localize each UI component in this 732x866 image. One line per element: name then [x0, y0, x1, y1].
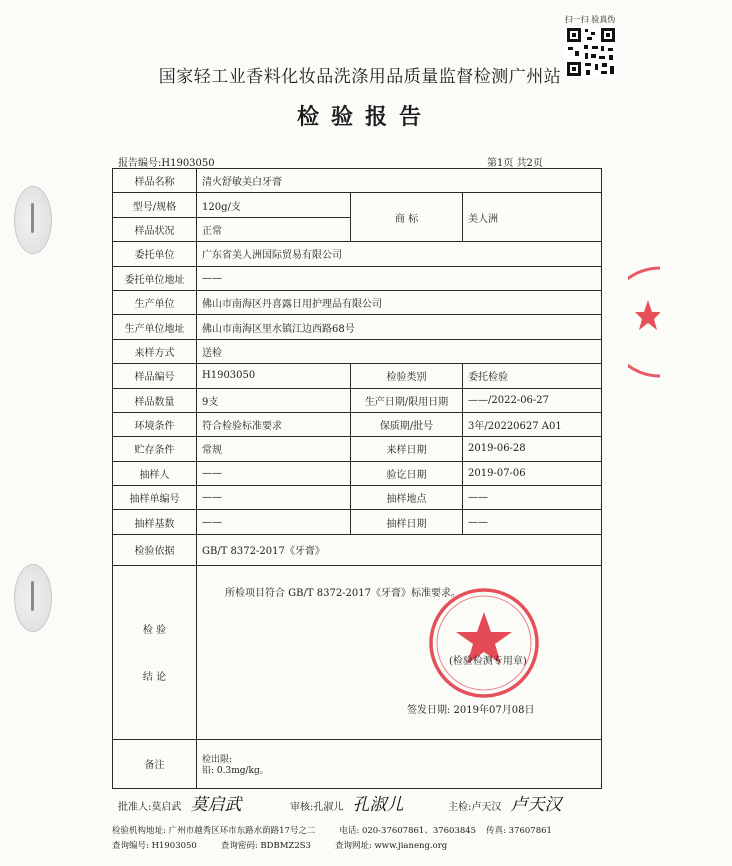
table-row — [113, 739, 602, 788]
table-row — [113, 534, 602, 565]
label-basis: 检验依据 — [113, 534, 197, 565]
table-row — [113, 315, 602, 339]
label-remarks: 备注 — [113, 739, 197, 788]
value-quantity: 9支 — [197, 388, 351, 412]
issue-date: 签发日期: 2019年07月08日 — [407, 704, 535, 716]
table-row — [113, 193, 602, 217]
label-producer: 生产单位 — [113, 290, 197, 314]
binder-ring-icon — [14, 186, 52, 254]
value-completion-date: 2019-07-06 — [463, 461, 602, 485]
label-received-date: 来样日期 — [351, 437, 463, 461]
table-row — [113, 339, 602, 363]
value-test-type: 委托检验 — [463, 364, 602, 388]
label-sample-no: 样品编号 — [113, 364, 197, 388]
approver-signature — [118, 790, 242, 815]
value-basis: GB/T 8372-2017《牙膏》 — [197, 534, 602, 565]
value-sampling-base: —— — [197, 510, 351, 534]
report-title: 检验报告 — [296, 104, 433, 130]
remarks-cell — [197, 739, 602, 788]
value-sampler: —— — [197, 461, 351, 485]
label-model: 型号/规格 — [113, 193, 197, 217]
qr-caption: 扫一扫 验真伪 — [564, 15, 616, 24]
value-sample-no: H1903050 — [197, 364, 351, 388]
footer-line-1 — [112, 824, 552, 836]
value-shelf-life: 3年/20220627 A01 — [463, 412, 602, 436]
value-sample-name: 清火舒敏美白牙膏 — [197, 169, 602, 193]
label-quantity: 样品数量 — [113, 388, 197, 412]
reviewer-signature — [290, 790, 404, 815]
footer-query-no: 查询编号: H1903050 — [112, 841, 197, 851]
reviewer-handwriting: 孔淑儿 — [352, 795, 404, 815]
value-production-date: ——/2022-06-27 — [463, 388, 602, 412]
label-production-date: 生产日期/限用日期 — [351, 388, 463, 412]
page-edge-seal-icon — [628, 262, 660, 382]
table-row — [113, 266, 602, 290]
conclusion-text: 所检项目符合 GB/T 8372-2017《牙膏》标准要求。 — [225, 587, 462, 599]
footer-phone: 电话: 020-37607861、37603845 — [339, 826, 477, 836]
label-sampling-date: 抽样日期 — [351, 510, 463, 534]
official-seal-icon — [427, 586, 541, 700]
label-brand: 商 标 — [351, 193, 463, 242]
label-sampler: 抽样人 — [113, 461, 197, 485]
value-model: 120g/支 — [197, 193, 351, 217]
seal-caption: (检验检测专用章) — [449, 655, 527, 667]
footer-fax: 传真: 37607861 — [486, 826, 552, 836]
table-row — [113, 290, 602, 314]
report-number: 报告编号:H1903050 — [118, 158, 215, 169]
footer-address: 检验机构地址: 广州市越秀区环市东路水荫路17号之二 — [112, 826, 316, 836]
label-test-type: 检验类别 — [351, 364, 463, 388]
label-client: 委托单位 — [113, 242, 197, 266]
table-row — [113, 437, 602, 461]
footer-line-2 — [112, 839, 447, 851]
approver-handwriting: 莫启武 — [190, 795, 242, 815]
value-sampling-date: —— — [463, 510, 602, 534]
conclusion-cell — [197, 565, 602, 739]
label-sampling-no: 抽样单编号 — [113, 486, 197, 510]
label-sampling-place: 抽样地点 — [351, 486, 463, 510]
tester-label: 主检:卢天汉 — [448, 802, 502, 813]
label-sampling-method: 来样方式 — [113, 339, 197, 363]
approver-label: 批准人:莫启武 — [118, 802, 182, 813]
report-table — [112, 168, 602, 789]
label-sampling-base: 抽样基数 — [113, 510, 197, 534]
label-sample-name: 样品名称 — [113, 169, 197, 193]
table-row — [113, 486, 602, 510]
value-sampling-method: 送检 — [197, 339, 602, 363]
label-environment: 环境条件 — [113, 412, 197, 436]
value-sampling-place: —— — [463, 486, 602, 510]
page-indicator: 第1页 共2页 — [487, 158, 543, 169]
tester-handwriting: 卢天汉 — [510, 795, 562, 815]
footer-password: 查询密码: BDBMZ2S3 — [220, 841, 311, 851]
table-row — [113, 565, 602, 739]
remarks-line-1: 检出限: — [202, 754, 233, 765]
remarks-line-2: 铅: 0.3mg/kg。 — [202, 765, 269, 776]
label-condition: 样品状况 — [113, 217, 197, 241]
value-sampling-no: —— — [197, 486, 351, 510]
value-received-date: 2019-06-28 — [463, 437, 602, 461]
value-client-address: —— — [197, 266, 602, 290]
binder-ring-icon — [14, 564, 52, 632]
table-row — [113, 364, 602, 388]
table-row — [113, 388, 602, 412]
label-completion-date: 验讫日期 — [351, 461, 463, 485]
label-conclusion-b: 结 论 — [142, 672, 167, 684]
value-producer: 佛山市南海区丹喜露日用护理品有限公司 — [197, 290, 602, 314]
reviewer-label: 审核:孔淑儿 — [290, 802, 344, 813]
organization-name: 国家轻工业香料化妆品洗涤用品质量监督检测广州站 — [158, 67, 562, 87]
value-brand: 美人洲 — [463, 193, 602, 242]
table-row — [113, 510, 602, 534]
label-producer-address: 生产单位地址 — [113, 315, 197, 339]
table-row — [113, 412, 602, 436]
footer-website[interactable]: 查询网址: www.jianeng.org — [334, 841, 448, 851]
table-row — [113, 169, 602, 193]
value-client: 广东省美人洲国际贸易有限公司 — [197, 242, 602, 266]
label-conclusion — [113, 565, 197, 739]
value-producer-address: 佛山市南海区里水镇江边西路68号 — [197, 315, 602, 339]
label-client-address: 委托单位地址 — [113, 266, 197, 290]
label-conclusion-a: 检 验 — [142, 625, 167, 637]
table-row — [113, 461, 602, 485]
label-shelf-life: 保质期/批号 — [351, 412, 463, 436]
value-storage: 常规 — [197, 437, 351, 461]
value-environment: 符合检验标准要求 — [197, 412, 351, 436]
tester-signature — [448, 790, 562, 815]
label-storage: 贮存条件 — [113, 437, 197, 461]
value-condition: 正常 — [197, 217, 351, 241]
table-row — [113, 242, 602, 266]
